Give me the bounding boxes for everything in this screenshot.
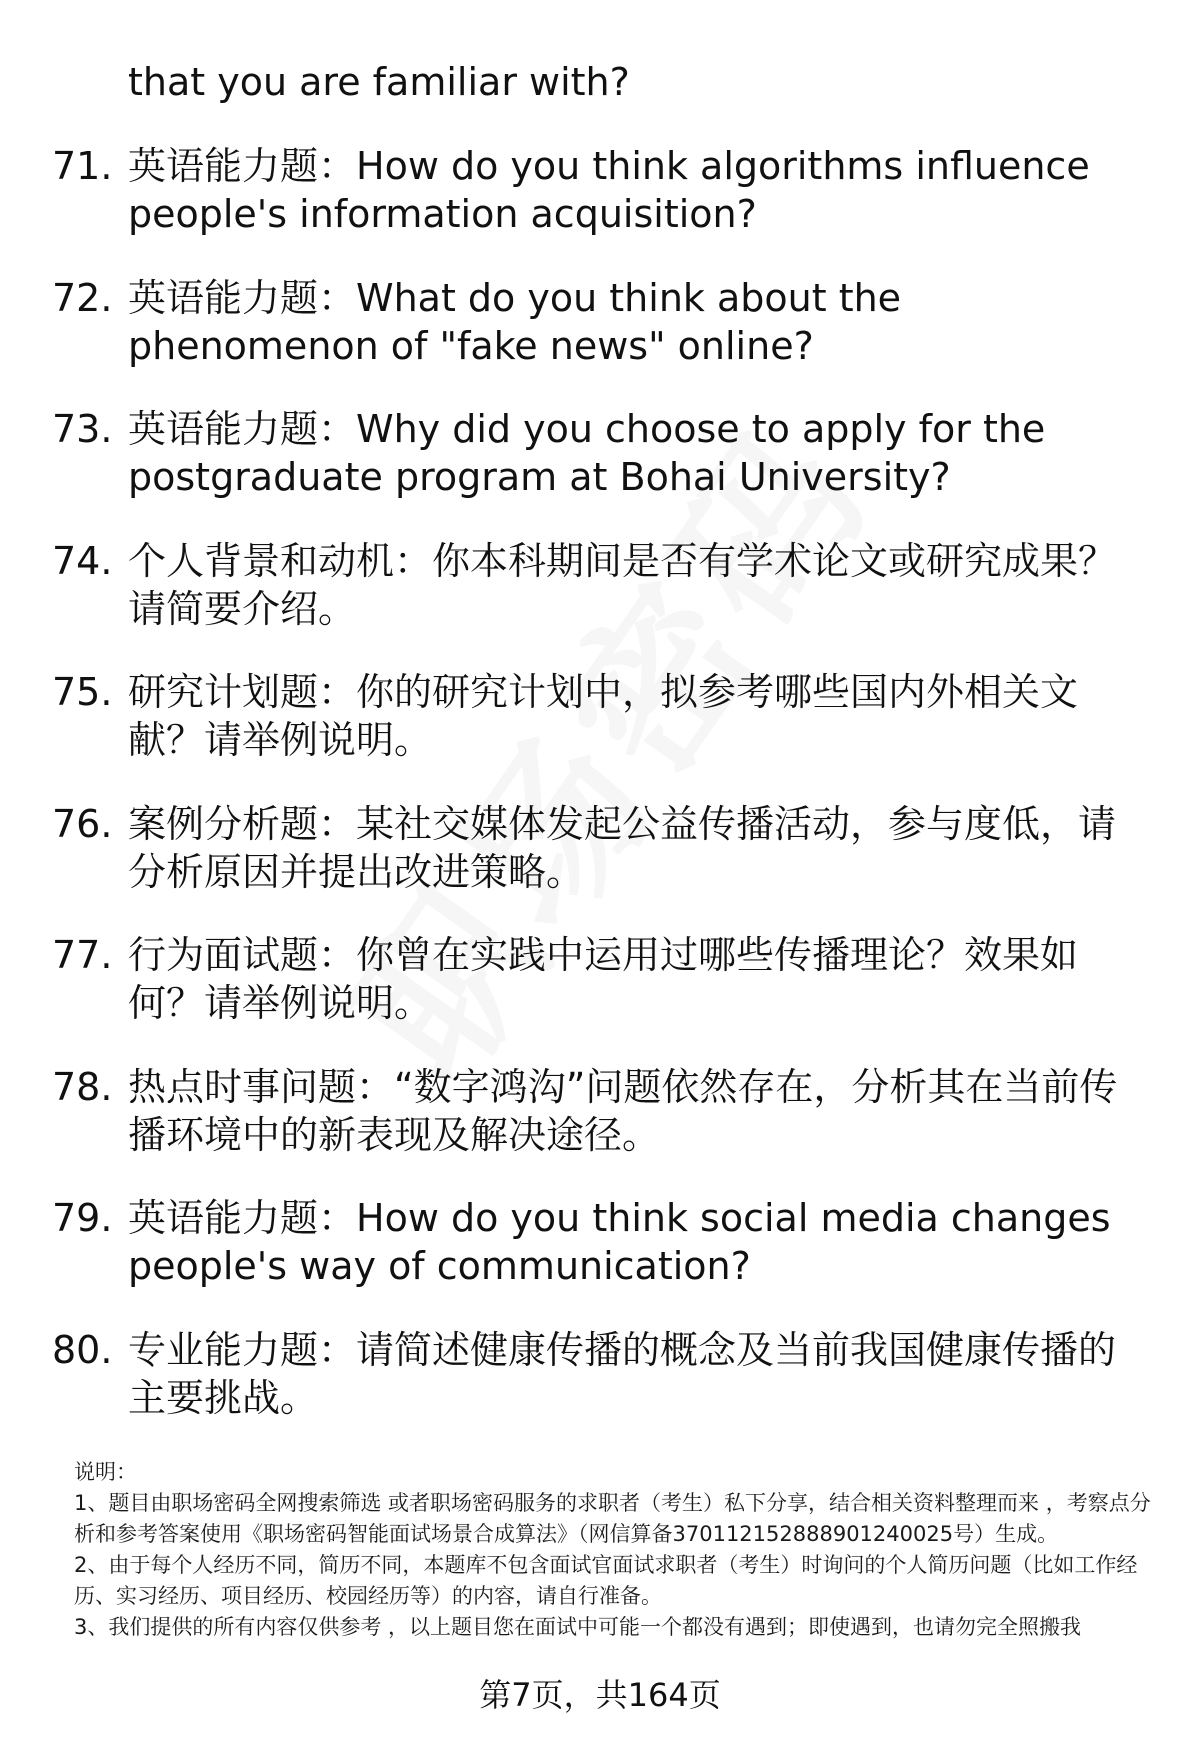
question-text: 英语能力题：What do you think about the phenomenon of "fake news" online? bbox=[128, 275, 902, 368]
question-list bbox=[0, 142, 1200, 1457]
notes-item: 3、我们提供的所有内容仅供参考 ，以上题目您在面试中可能一个都没有遇到；即使遇到，也请勿完全照搬我 bbox=[74, 1615, 1082, 1639]
notes-item: 1、题目由职场密码全网搜索筛选 或者职场密码服务的求职者（考生）私下分享，结合相关资料整理而来 ，考察点分析和参考答案使用《职场密码智能面试场景合成算法》（网信算备370112152888901240025号）生成。 bbox=[74, 1491, 1151, 1546]
question-text: 英语能力题：How do you think social media changes people's way of communication? bbox=[128, 1196, 1111, 1288]
question-number: 76. bbox=[52, 801, 113, 846]
question-number: 73. bbox=[52, 407, 113, 451]
question-item bbox=[0, 931, 1200, 1063]
question-item bbox=[0, 668, 1200, 800]
question-item bbox=[0, 405, 1200, 537]
question-item bbox=[0, 1194, 1200, 1326]
notes-item: 2、由于每个人经历不同，简历不同，本题库不包含面试官面试求职者（考生）时询问的个人简历问题（比如工作经历、实习经历、项目经历、校园经历等）的内容，请自行准备。 bbox=[74, 1553, 1138, 1608]
question-text: 英语能力题：How do you think algorithms influence people's information acquisition? bbox=[128, 144, 1090, 236]
question-number: 79. bbox=[52, 1196, 113, 1240]
question-number: 80. bbox=[52, 1327, 113, 1372]
question-number: 71. bbox=[52, 144, 113, 188]
question-number: 74. bbox=[52, 538, 113, 583]
notes-section bbox=[74, 1457, 1154, 1643]
question-number: 72. bbox=[52, 275, 113, 320]
question-text: 专业能力题：请简述健康传播的概念及当前我国健康传播的主要挑战。 bbox=[128, 1327, 1117, 1420]
question-number: 78. bbox=[52, 1064, 113, 1109]
page-footer: 第7页，共164页 bbox=[479, 1676, 721, 1714]
question-item bbox=[0, 142, 1200, 274]
question-number: 75. bbox=[52, 670, 113, 714]
question-text: 英语能力题：Why did you choose to apply for the postgraduate program at Bohai University? bbox=[128, 407, 1046, 499]
question-item bbox=[0, 274, 1200, 406]
question-text: 行为面试题：你曾在实践中运用过哪些传播理论？效果如何？请举例说明。 bbox=[128, 933, 1079, 1025]
question-continuation: that you are familiar with? bbox=[128, 60, 630, 104]
question-text: 研究计划题：你的研究计划中，拟参考哪些国内外相关文献？请举例说明。 bbox=[128, 670, 1079, 762]
question-text: 热点时事问题：“数字鸿沟”问题依然存在，分析其在当前传播环境中的新表现及解决途径。 bbox=[128, 1064, 1118, 1157]
question-text: 个人背景和动机：你本科期间是否有学术论文或研究成果？请简要介绍。 bbox=[128, 538, 1117, 631]
question-item bbox=[0, 800, 1200, 932]
question-item bbox=[0, 537, 1200, 669]
notes-heading: 说明： bbox=[74, 1460, 137, 1484]
question-text: 案例分析题：某社交媒体发起公益传播活动，参与度低，请分析原因并提出改进策略。 bbox=[128, 801, 1117, 894]
question-number: 77. bbox=[52, 933, 113, 977]
question-item bbox=[0, 1063, 1200, 1195]
question-item bbox=[0, 1326, 1200, 1458]
